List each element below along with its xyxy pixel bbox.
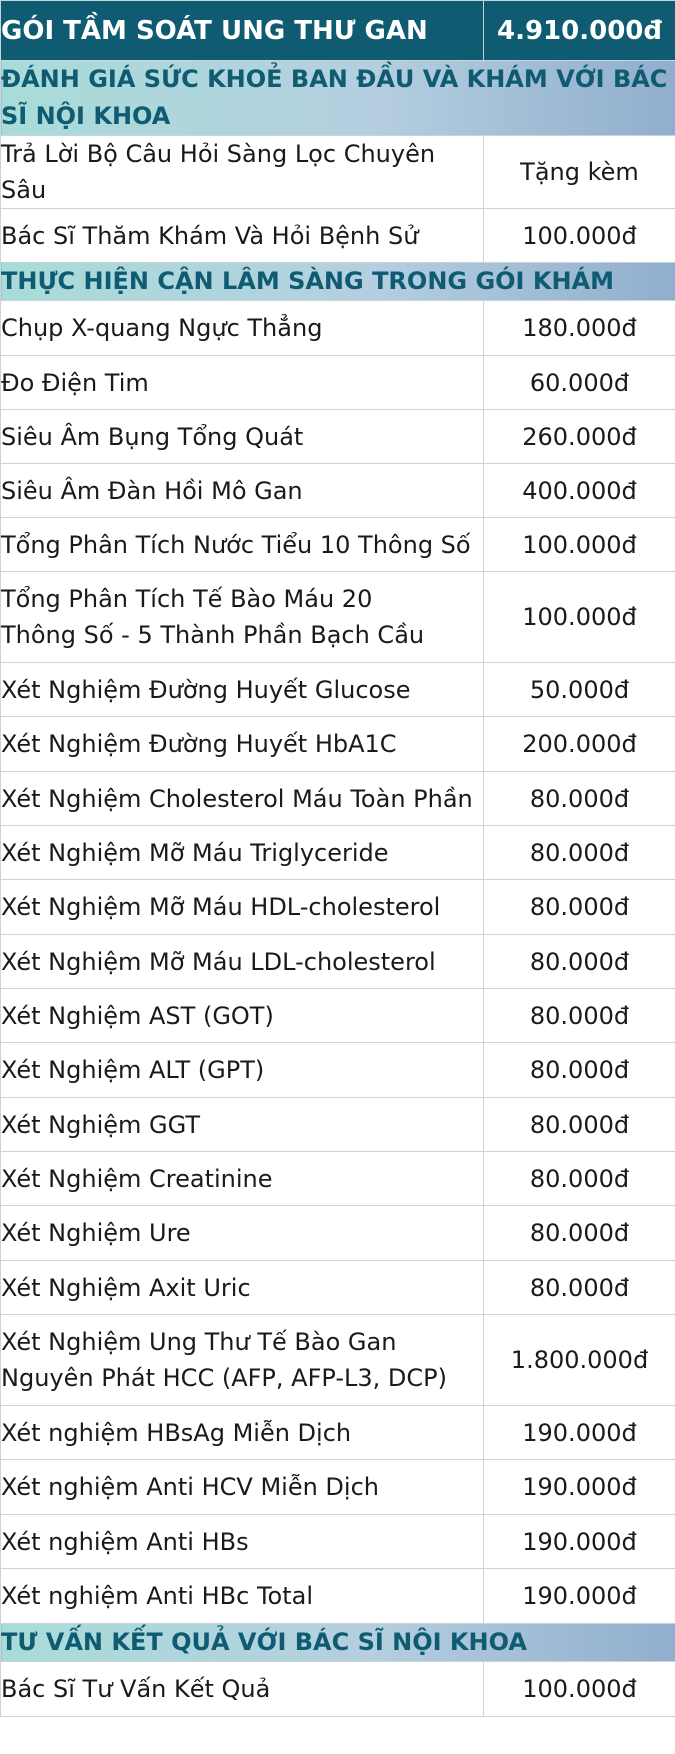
table-row xyxy=(1,1043,675,1098)
service-name: Xét Nghiệm Cholesterol Máu Toàn Phần xyxy=(1,772,484,826)
table-row xyxy=(1,1152,675,1206)
service-price: 80.000đ xyxy=(484,935,675,989)
service-price: 190.000đ xyxy=(484,1569,675,1624)
service-price: 190.000đ xyxy=(484,1406,675,1460)
service-name: Xét Nghiệm Mỡ Máu Triglyceride xyxy=(1,826,484,880)
table-row xyxy=(1,663,675,717)
service-price: 100.000đ xyxy=(484,1662,675,1717)
service-name: Xét Nghiệm Ung Thư Tế Bào Gan Nguyên Phát HCC (AFP, AFP-L3, DCP) xyxy=(1,1315,484,1406)
service-name: Xét Nghiệm Đường Huyết HbA1C xyxy=(1,717,484,772)
service-name: Siêu Âm Bụng Tổng Quát xyxy=(1,410,484,464)
service-price: 50.000đ xyxy=(484,663,675,717)
service-price: 80.000đ xyxy=(484,1206,675,1261)
service-name: Xét nghiệm HBsAg Miễn Dịch xyxy=(1,1406,484,1460)
table-row xyxy=(1,772,675,826)
service-name: Siêu Âm Đàn Hồi Mô Gan xyxy=(1,464,484,518)
table-row xyxy=(1,301,675,356)
section-header-row xyxy=(1,61,675,136)
table-row xyxy=(1,136,675,209)
table-row xyxy=(1,1569,675,1624)
service-price: 100.000đ xyxy=(484,209,675,263)
service-name: Xét Nghiệm Creatinine xyxy=(1,1152,484,1206)
section-header-row xyxy=(1,263,675,301)
service-name: Xét Nghiệm Đường Huyết Glucose xyxy=(1,663,484,717)
table-row xyxy=(1,572,675,663)
service-name: Đo Điện Tim xyxy=(1,356,484,410)
service-name: Trả Lời Bộ Câu Hỏi Sàng Lọc Chuyên Sâu xyxy=(1,136,484,209)
table-row xyxy=(1,518,675,572)
table-row xyxy=(1,826,675,880)
table-row xyxy=(1,717,675,772)
package-header-row xyxy=(1,1,675,61)
service-name: Tổng Phân Tích Nước Tiểu 10 Thông Số xyxy=(1,518,484,572)
service-name: Xét Nghiệm Ure xyxy=(1,1206,484,1261)
table-row xyxy=(1,1406,675,1460)
service-name: Tổng Phân Tích Tế Bào Máu 20 Thông Số - 5 Thành Phần Bạch Cầu xyxy=(1,572,484,663)
table-row xyxy=(1,1460,675,1515)
service-price: 180.000đ xyxy=(484,301,675,356)
section-title: THỰC HIỆN CẬN LÂM SÀNG TRONG GÓI KHÁM xyxy=(1,263,675,301)
service-price: 100.000đ xyxy=(484,518,675,572)
service-name: Xét Nghiệm GGT xyxy=(1,1098,484,1152)
service-price: 400.000đ xyxy=(484,464,675,518)
service-name: Chụp X-quang Ngực Thẳng xyxy=(1,301,484,356)
service-price: 60.000đ xyxy=(484,356,675,410)
service-name: Xét nghiệm Anti HBc Total xyxy=(1,1569,484,1624)
package-total-price: 4.910.000đ xyxy=(484,1,675,61)
service-name: Xét nghiệm Anti HCV Miễn Dịch xyxy=(1,1460,484,1515)
service-price: 100.000đ xyxy=(484,572,675,663)
table-row xyxy=(1,1261,675,1315)
service-price: 260.000đ xyxy=(484,410,675,464)
table-row xyxy=(1,1515,675,1569)
price-table-body xyxy=(1,1,675,1717)
service-price: 200.000đ xyxy=(484,717,675,772)
service-price: 80.000đ xyxy=(484,772,675,826)
table-row xyxy=(1,935,675,989)
table-row xyxy=(1,209,675,263)
service-name: Xét Nghiệm Mỡ Máu HDL-cholesterol xyxy=(1,880,484,935)
table-row xyxy=(1,989,675,1043)
table-row xyxy=(1,1098,675,1152)
table-row xyxy=(1,1662,675,1717)
service-name: Xét Nghiệm Axit Uric xyxy=(1,1261,484,1315)
section-title: TƯ VẤN KẾT QUẢ VỚI BÁC SĨ NỘI KHOA xyxy=(1,1624,675,1662)
service-name: Xét Nghiệm Mỡ Máu LDL-cholesterol xyxy=(1,935,484,989)
service-price: 80.000đ xyxy=(484,826,675,880)
service-name: Xét Nghiệm AST (GOT) xyxy=(1,989,484,1043)
service-price: 190.000đ xyxy=(484,1515,675,1569)
section-title: ĐÁNH GIÁ SỨC KHOẺ BAN ĐẦU VÀ KHÁM VỚI BÁC SĨ NỘI KHOA xyxy=(1,61,675,136)
service-price: 80.000đ xyxy=(484,1261,675,1315)
service-name: Bác Sĩ Thăm Khám Và Hỏi Bệnh Sử xyxy=(1,209,484,263)
service-price: 80.000đ xyxy=(484,1098,675,1152)
service-price: 80.000đ xyxy=(484,1152,675,1206)
service-price: 190.000đ xyxy=(484,1460,675,1515)
table-row xyxy=(1,1315,675,1406)
service-price: 80.000đ xyxy=(484,880,675,935)
table-row xyxy=(1,356,675,410)
section-header-row xyxy=(1,1624,675,1662)
service-price: 1.800.000đ xyxy=(484,1315,675,1406)
service-price: Tặng kèm xyxy=(484,136,675,209)
service-name: Xét nghiệm Anti HBs xyxy=(1,1515,484,1569)
service-name: Xét Nghiệm ALT (GPT) xyxy=(1,1043,484,1098)
table-row xyxy=(1,1206,675,1261)
service-price: 80.000đ xyxy=(484,1043,675,1098)
table-row xyxy=(1,880,675,935)
table-row xyxy=(1,410,675,464)
service-name: Bác Sĩ Tư Vấn Kết Quả xyxy=(1,1662,484,1717)
table-row xyxy=(1,464,675,518)
package-title: GÓI TẦM SOÁT UNG THƯ GAN xyxy=(1,1,484,61)
service-price: 80.000đ xyxy=(484,989,675,1043)
